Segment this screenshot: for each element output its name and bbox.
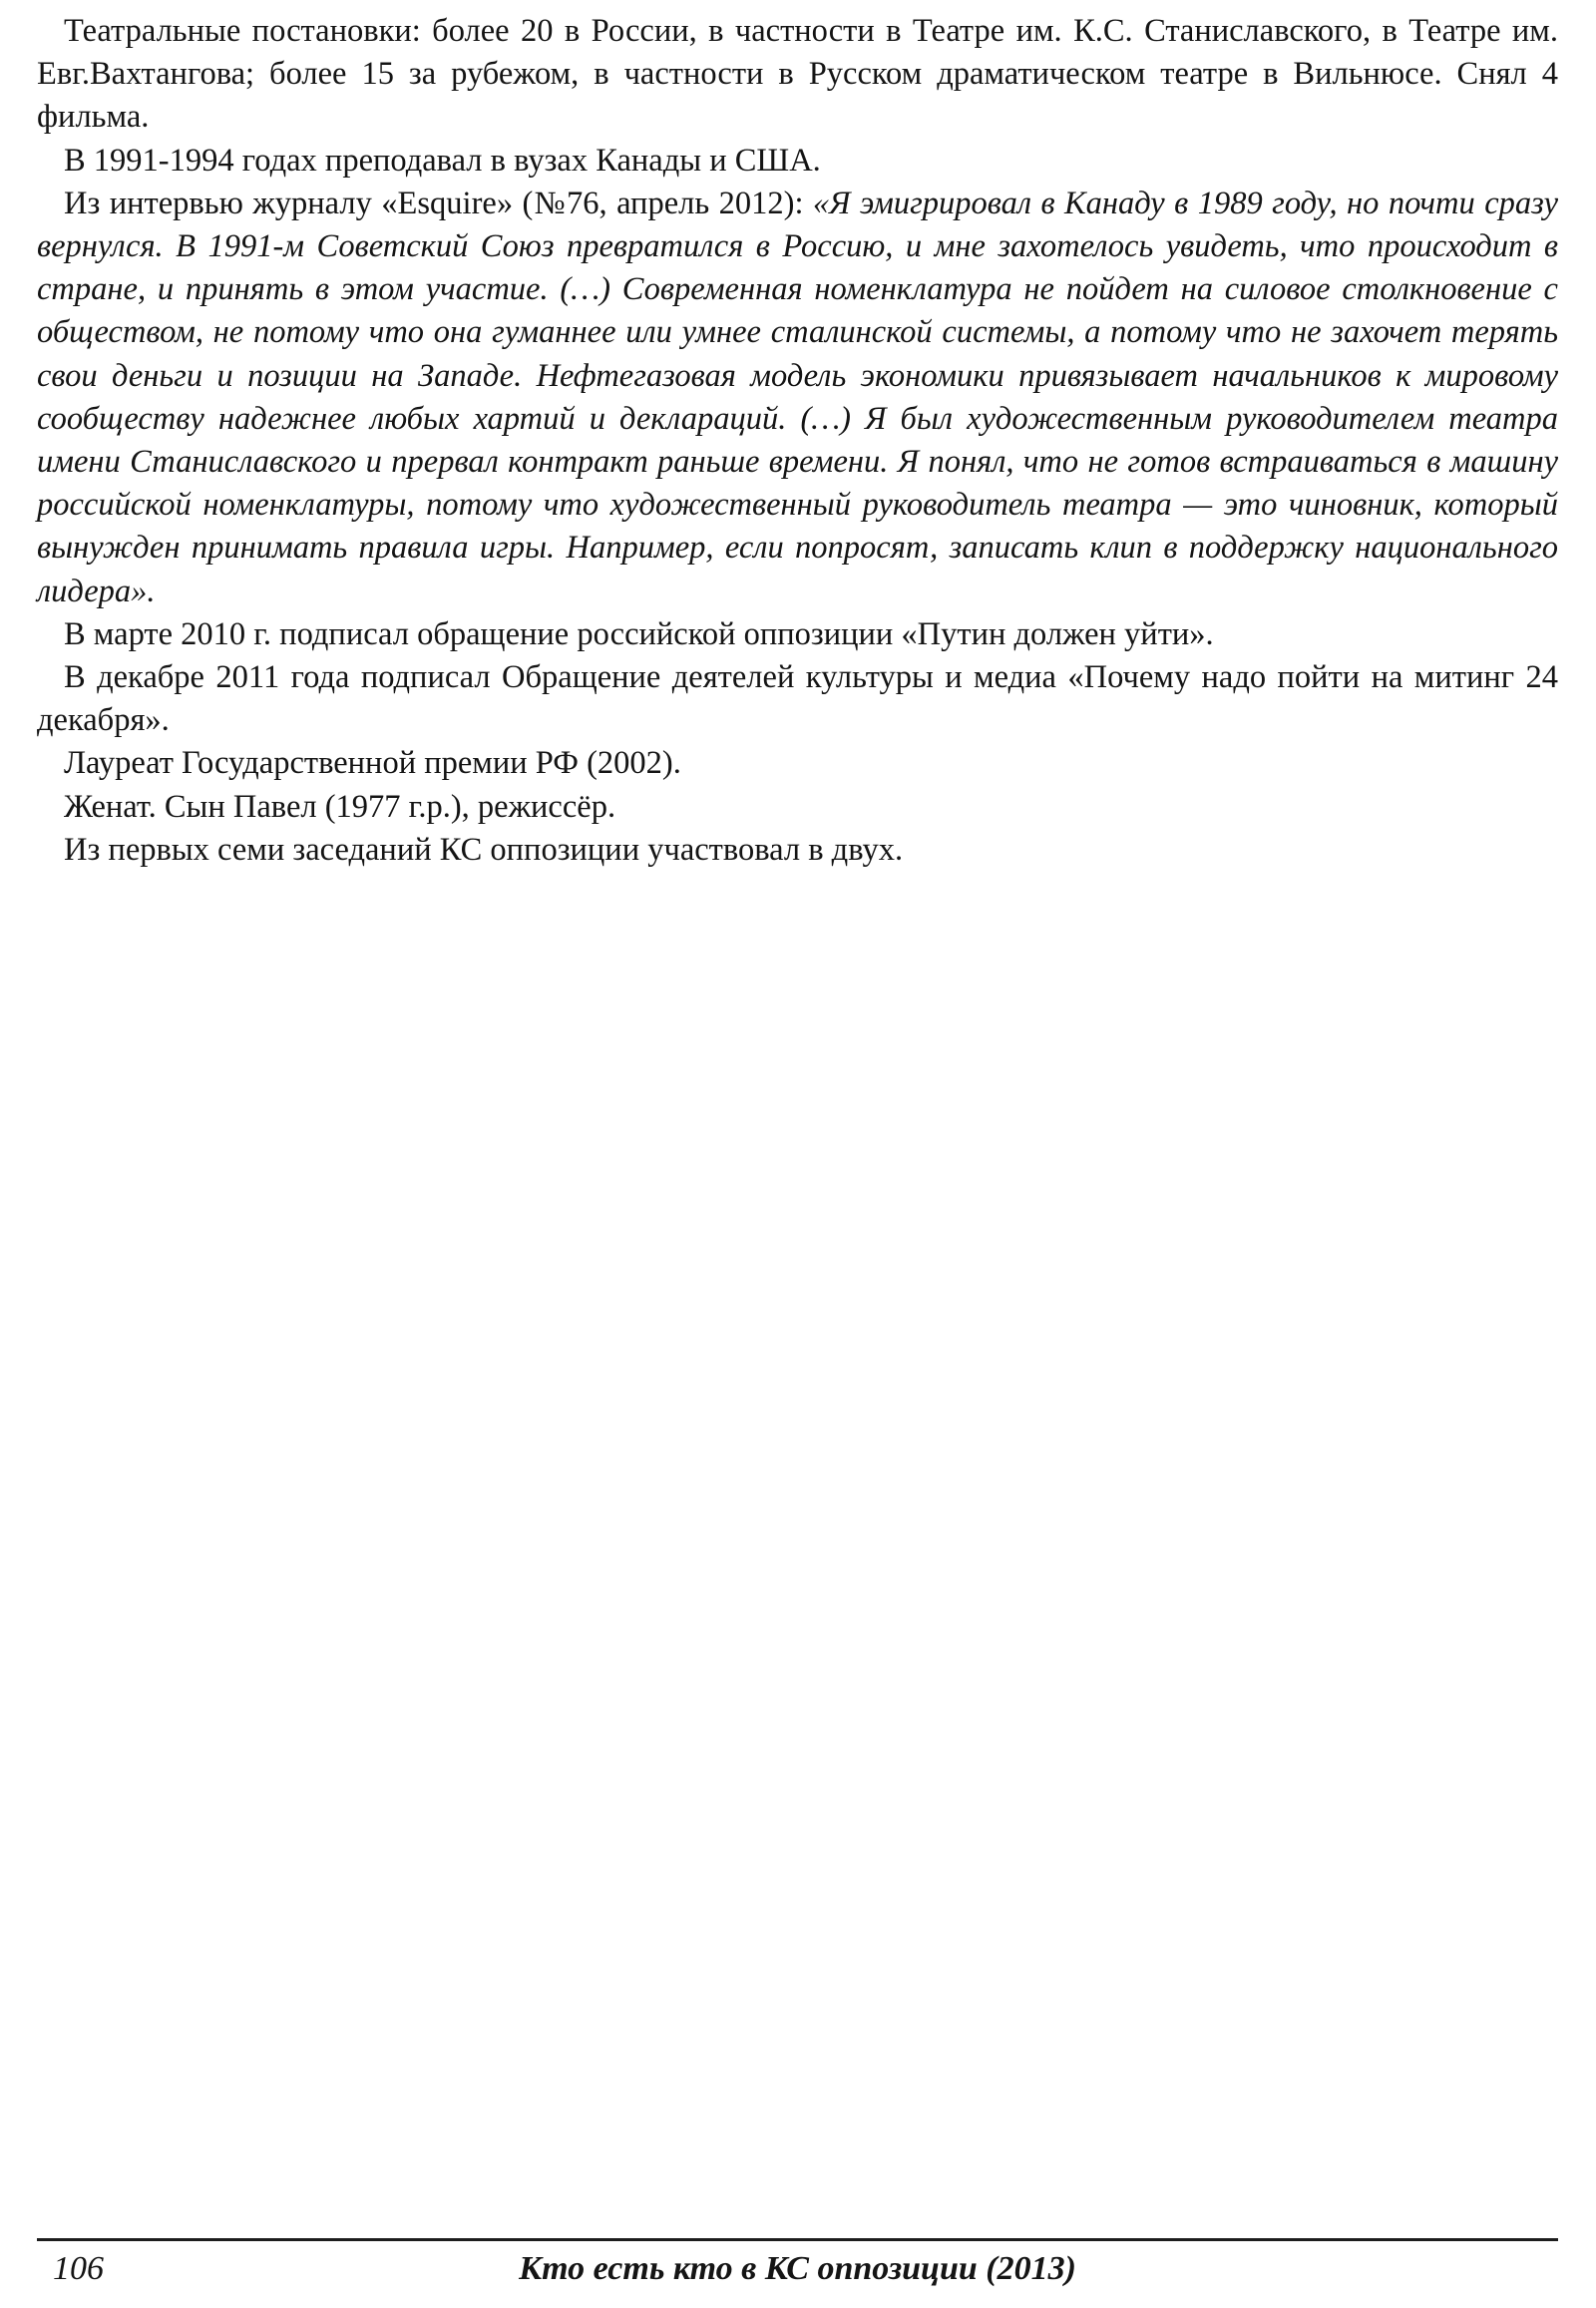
text-run: В 1991-1994 годах преподавал в вузах Канады и США. xyxy=(64,142,821,179)
paragraph xyxy=(37,613,1558,656)
text-body xyxy=(37,10,1558,872)
footer-title: Кто есть кто в КС оппозиции (2013) xyxy=(519,2250,1076,2287)
italic-text-run: «Я эмигрировал в Канаду в 1989 году, но почти сразу вернулся. В 1991-м Советский Союз превратился в Россию, и мне захотелось увидеть, что происходит в стране, и принять в этом участие. (…) Современная номенклатура не пойдет на силовое столкновение с обществом, не потому что она гуманнее или умнее сталинской системы, а потому что не захочет терять свои деньги и позиции на Западе. Нефтегазовая модель экономики привязывает начальников к мировому сообществу надежнее любых хартий и деклараций. (…) Я был художественным руководителем театра имени Станиславского и прервал контракт раньше времени. Я понял, что не готов встраиваться в машину российской номенклатуры, потому что художественный руководитель театра — это чиновник, который вынужден принимать правила игры. Например, если попросят, записать клип в поддержку национального лидера». xyxy=(37,185,1558,609)
text-run: Театральные постановки: более 20 в России, в частности в Театре им. К.С. Станиславского, в Театре им. Евг.Вахтангова; более 15 за рубежом, в частности в Русском драматическом театре в Вильнюсе. Снял 4 фильма. xyxy=(37,13,1558,136)
text-run: Женат. Сын Павел (1977 г.р.), режиссёр. xyxy=(64,788,616,825)
paragraph xyxy=(37,656,1558,742)
text-run: В декабре 2011 года подписал Обращение деятелей культуры и медиа «Почему надо пойти на митинг 24 декабря». xyxy=(37,659,1558,739)
paragraph xyxy=(37,829,1558,872)
paragraph xyxy=(37,183,1558,613)
paragraph xyxy=(37,742,1558,785)
paragraph xyxy=(37,786,1558,829)
page-footer xyxy=(37,2238,1558,2307)
page-number: 106 xyxy=(53,2250,104,2287)
paragraph xyxy=(37,140,1558,183)
text-run: Из интервью журналу «Esquire» (№76, апрель 2012): xyxy=(64,185,813,221)
text-run: Из первых семи заседаний КС оппозиции участвовал в двух. xyxy=(64,831,904,868)
text-run: Лауреат Государственной премии РФ (2002). xyxy=(64,745,681,782)
paragraph xyxy=(37,10,1558,140)
text-run: В марте 2010 г. подписал обращение российской оппозиции «Путин должен уйти». xyxy=(64,615,1214,652)
